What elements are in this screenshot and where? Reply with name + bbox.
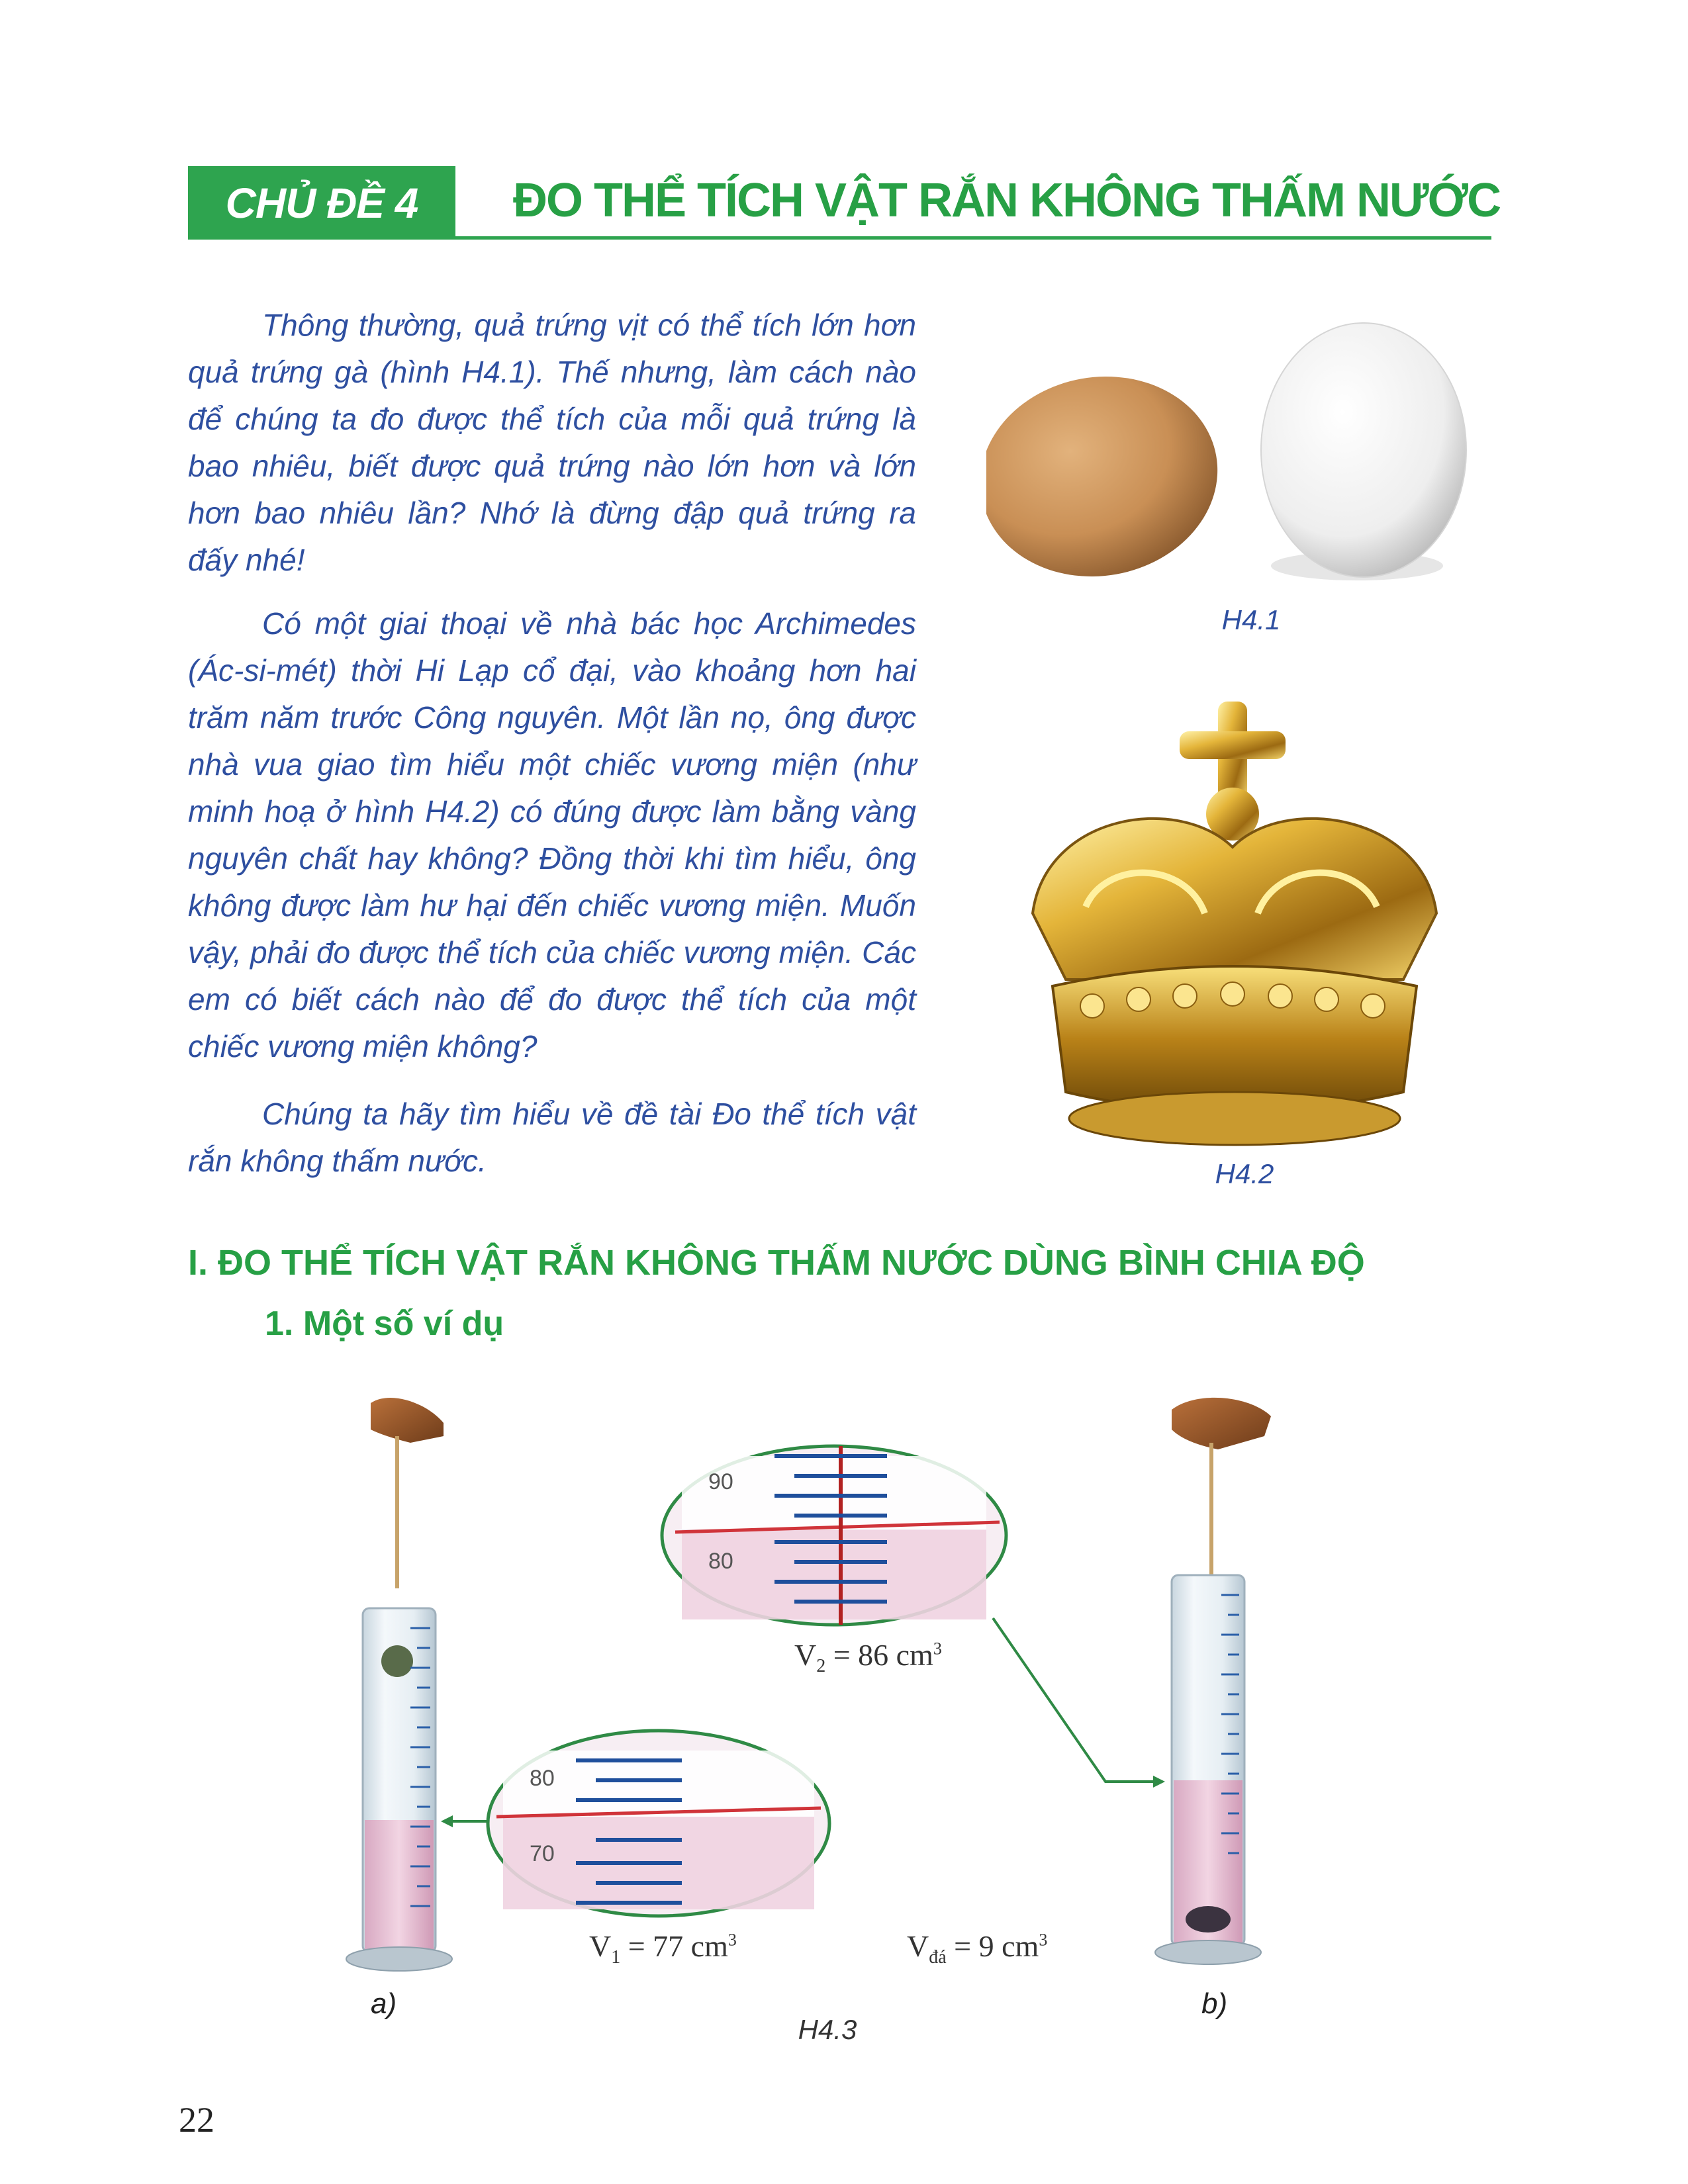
vda-label: $V_{đá} = 9$ $cm^3$ [907,1929,1048,1968]
intro-paragraph-1: Thông thường, quả trứng vịt có thể tích lớn hơn quả trứng gà (hình H4.1). Thế nhưng, làm cách nào để chúng ta đo được thể tích của mỗi quả trứng là bao nhiêu, biết được quả trứng nào lớn hơn và lớn hơn bao nhiêu lần? Nhớ là đừng đập quả trứng ra đấy nhé! [188,308,916,577]
scale-90-b: 90 [708,1469,733,1494]
cylinder-b [1155,1398,1271,1964]
crown-image [1006,695,1456,1152]
section-heading: I. ĐO THỂ TÍCH VẬT RẮN KHÔNG THẤM NƯỚC DÙNG BÌNH CHIA ĐỘ [188,1243,1365,1283]
page-title: ĐO THỂ TÍCH VẬT RẮN KHÔNG THẤM NƯỚC [513,174,1501,227]
scale-70-a: 70 [530,1841,555,1866]
page-number: 22 [179,2100,214,2140]
v2-label: $V_2 = 86$ $cm^3$ [794,1638,942,1677]
scale-80-b: 80 [708,1549,733,1574]
figure-caption-h41: H4.1 [1221,604,1281,635]
chicken-egg [986,358,1233,595]
figure-caption-h43: H4.3 [798,2014,857,2045]
duck-egg [1261,323,1466,577]
figure-caption-h42: H4.2 [1215,1158,1274,1189]
intro-paragraph-3: Chúng ta hãy tìm hiểu về đề tài Đo thể tích vật rắn không thấm nước. [188,1097,916,1178]
zoom-view-a [488,1731,829,1916]
sub-heading: 1. Một số ví dụ [265,1304,504,1343]
arrow-to-cylinder-b [993,1618,1158,1782]
figure-label-b: b) [1201,1987,1228,2020]
figure-label-a: a) [371,1987,397,2020]
v1-label: $V_1 = 77$ $cm^3$ [589,1929,737,1968]
eggs-image [986,318,1489,596]
topic-label: CHỦ ĐỀ 4 [225,179,418,227]
graduated-cylinder-figure [311,1390,1383,1985]
title-underline [455,236,1491,240]
intro-paragraph-2: Có một giai thoại về nhà bác học Archimedes (Ác-si-mét) thời Hi Lạp cổ đại, vào khoảng hơn hai trăm năm trước Công nguyên. Một lần nọ, ông được nhà vua giao tìm hiểu một chiếc vương miện (như minh hoạ ở hình H4.2) có đúng được làm bằng vàng nguyên chất hay không? Đồng thời khi tìm hiểu, ông không được làm hư hại đến chiếc vương miện. Muốn vậy, phải đo được thể tích của chiếc vương miện. Các em có biết cách nào để đo được thể tích của một chiếc vương miện không? [188,606,916,1064]
cylinder-a [346,1398,452,1971]
scale-80-a: 80 [530,1766,555,1791]
